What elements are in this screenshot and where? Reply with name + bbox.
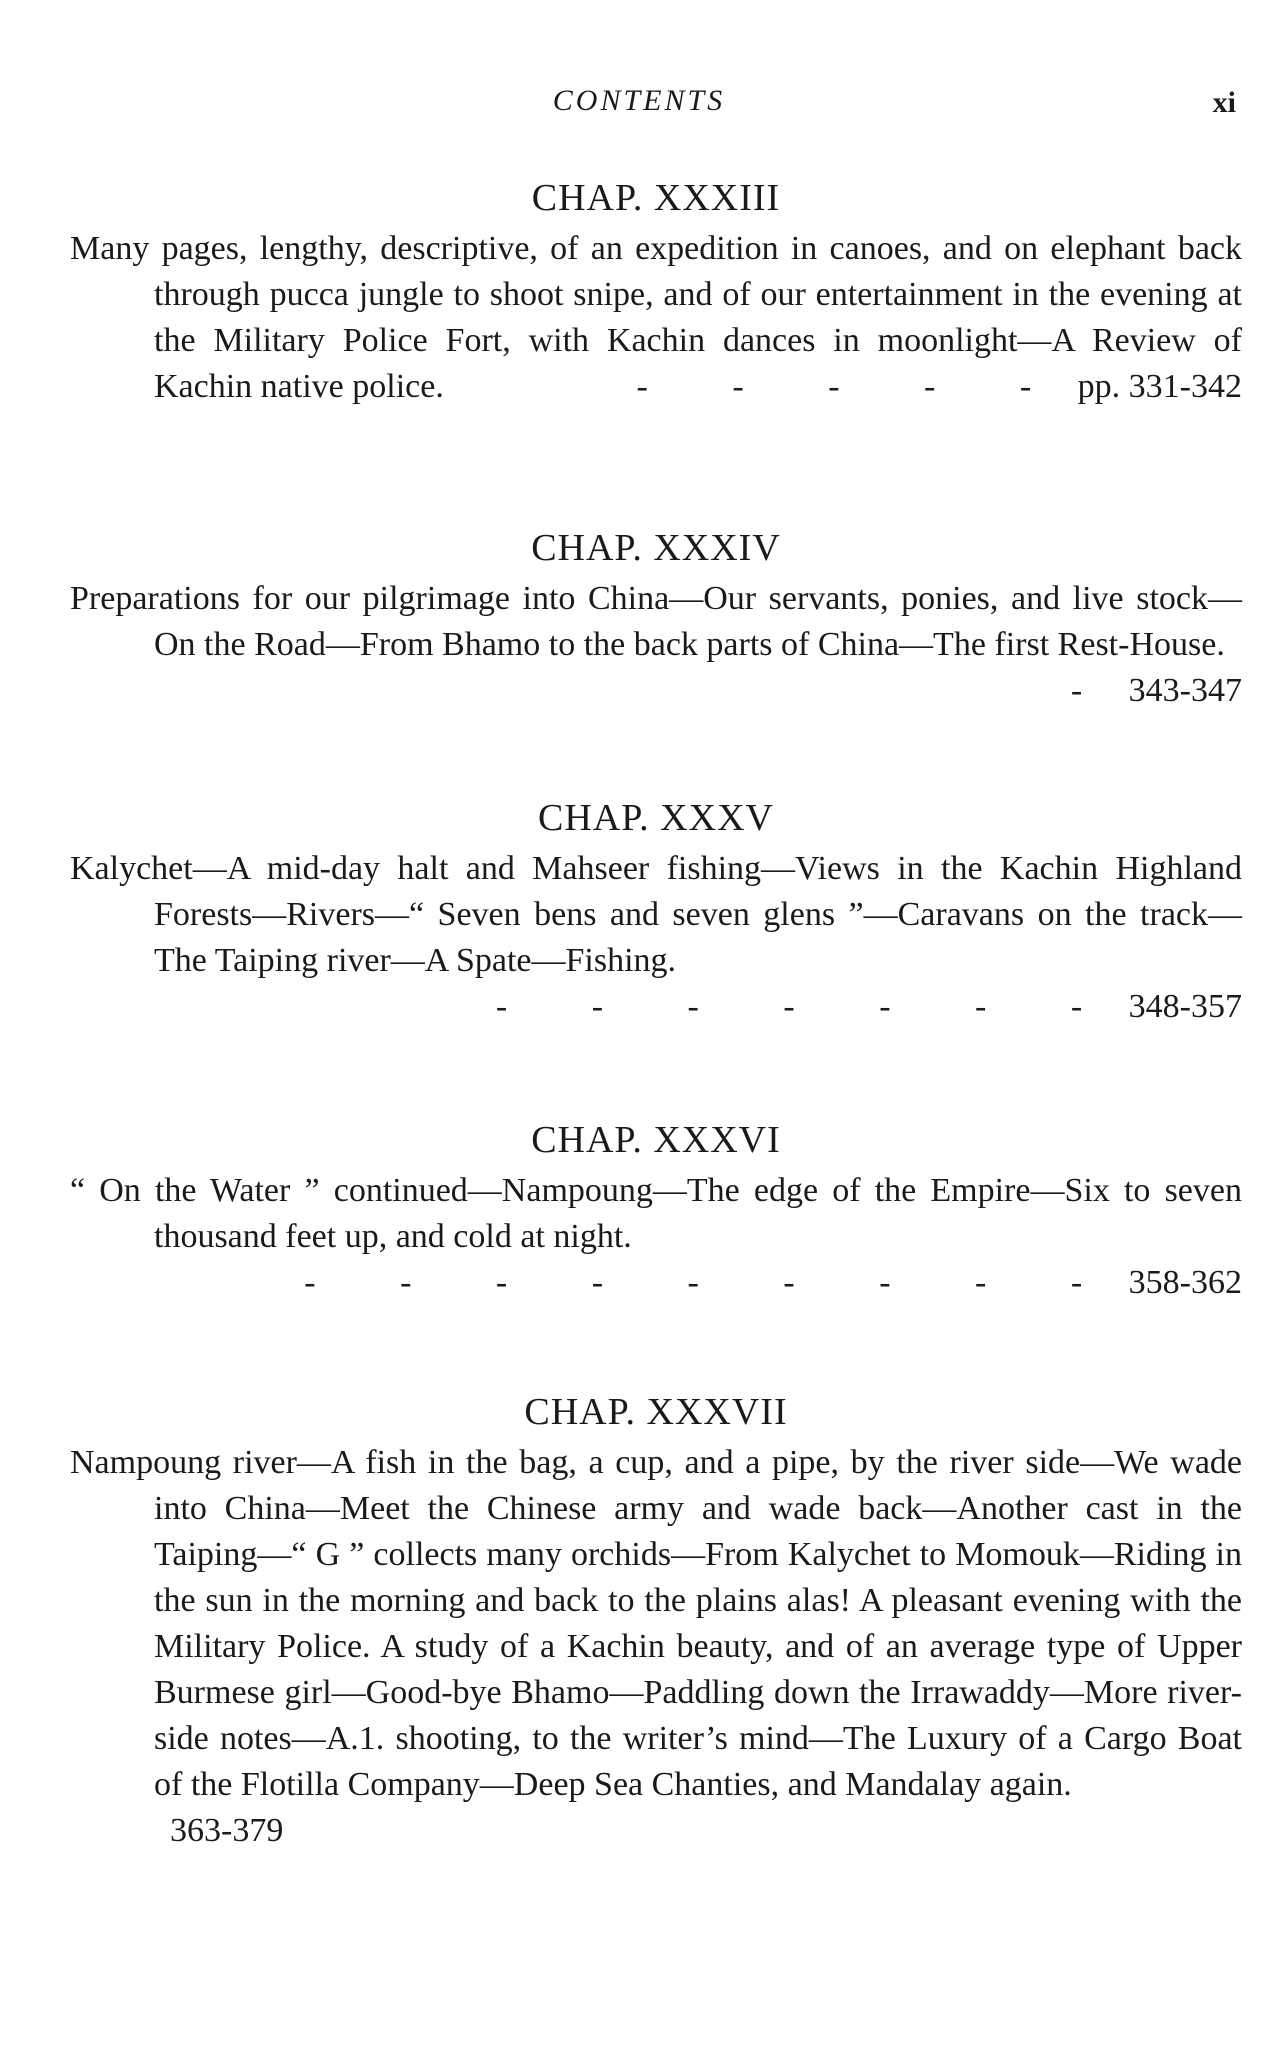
chapter-heading: CHAP. XXXIV xyxy=(531,527,781,569)
page-range-value: 343-347 xyxy=(1128,672,1242,709)
chapter-entry xyxy=(70,790,1242,1030)
chapter-entry xyxy=(70,1384,1242,1854)
page-range xyxy=(1071,668,1242,714)
dot-leader: - - - - - xyxy=(636,368,1070,405)
summary-text: Kalychet—A mid-day halt and Mahseer fishing—Views in the Kachin Highland Forests—Rivers—“ Seven bens and seven glens ”—Caravans on the track—The Taiping river—A Spate—Fishing. xyxy=(70,850,1242,979)
page-range-value: 363-379 xyxy=(170,1812,284,1849)
chapter-summary xyxy=(70,1168,1242,1301)
summary-text: Nampoung river—A fish in the bag, a cup, and a pipe, by the river side—We wade into China—Meet the Chinese army and wade back—Another cast in the Taiping—“ G ” collects many orchids—From Kalychet to Momouk—Riding in the sun in the morning and back to the plains alas! A pleasant evening with the Military Police. A study of a Kachin beauty, and of an average type of Upper Burmese girl—Good-bye Bhamo—Paddling down the Irrawaddy—More river-side notes—A.1. shooting, to the writer’s mind—The Luxury of a Cargo Boat of the Flotilla Company—Deep Sea Chanties, and Mandalay again. xyxy=(70,1444,1242,1803)
chapter-heading: CHAP. XXXIII xyxy=(531,177,781,219)
page-range-value: 358-362 xyxy=(1128,1264,1242,1301)
chapter-heading: CHAP. XXXVI xyxy=(531,1119,781,1161)
page-title: CONTENTS xyxy=(552,84,726,117)
page-range xyxy=(170,1808,1242,1854)
chapter-entry xyxy=(70,520,1242,714)
summary-text: Preparations for our pilgrimage into China—Our servants, ponies, and live stock—On the Road—From Bhamo to the back parts of China—The first Rest-House. xyxy=(70,580,1242,663)
page-range xyxy=(304,1260,1242,1306)
chapter-heading: CHAP. XXXVII xyxy=(524,1391,788,1433)
page-range-value: 348-357 xyxy=(1128,988,1242,1025)
page-range xyxy=(637,364,1242,410)
chapter-heading: CHAP. XXXV xyxy=(538,797,774,839)
running-head xyxy=(0,0,1278,120)
summary-text: Many pages, lengthy, descriptive, of an expedition in canoes, and on elephant back through pucca jungle to shoot snipe, and of our entertainment in the evening at the Military Police Fort, with Kachin dances in moonlight—A Review of Kachin native police. xyxy=(70,230,1242,405)
chapter-entry xyxy=(70,1112,1242,1306)
dot-leader: - - - - - - - - - xyxy=(304,1264,1121,1301)
chapter-entry xyxy=(70,170,1242,410)
page-range xyxy=(496,984,1242,1030)
page-range-value: pp. 331-342 xyxy=(1077,368,1242,405)
dot-leader: - - - - - - - xyxy=(495,988,1121,1025)
chapter-summary xyxy=(70,1440,1242,1854)
summary-text: “ On the Water ” continued—Nampoung—The edge of the Empire—Six to seven thousand feet up, and cold at night. xyxy=(70,1172,1242,1255)
chapter-summary xyxy=(70,226,1242,410)
page-number: xi xyxy=(1212,86,1236,119)
chapter-summary xyxy=(70,576,1242,709)
chapter-summary xyxy=(70,846,1242,1025)
dot-leader: - xyxy=(1070,672,1121,709)
